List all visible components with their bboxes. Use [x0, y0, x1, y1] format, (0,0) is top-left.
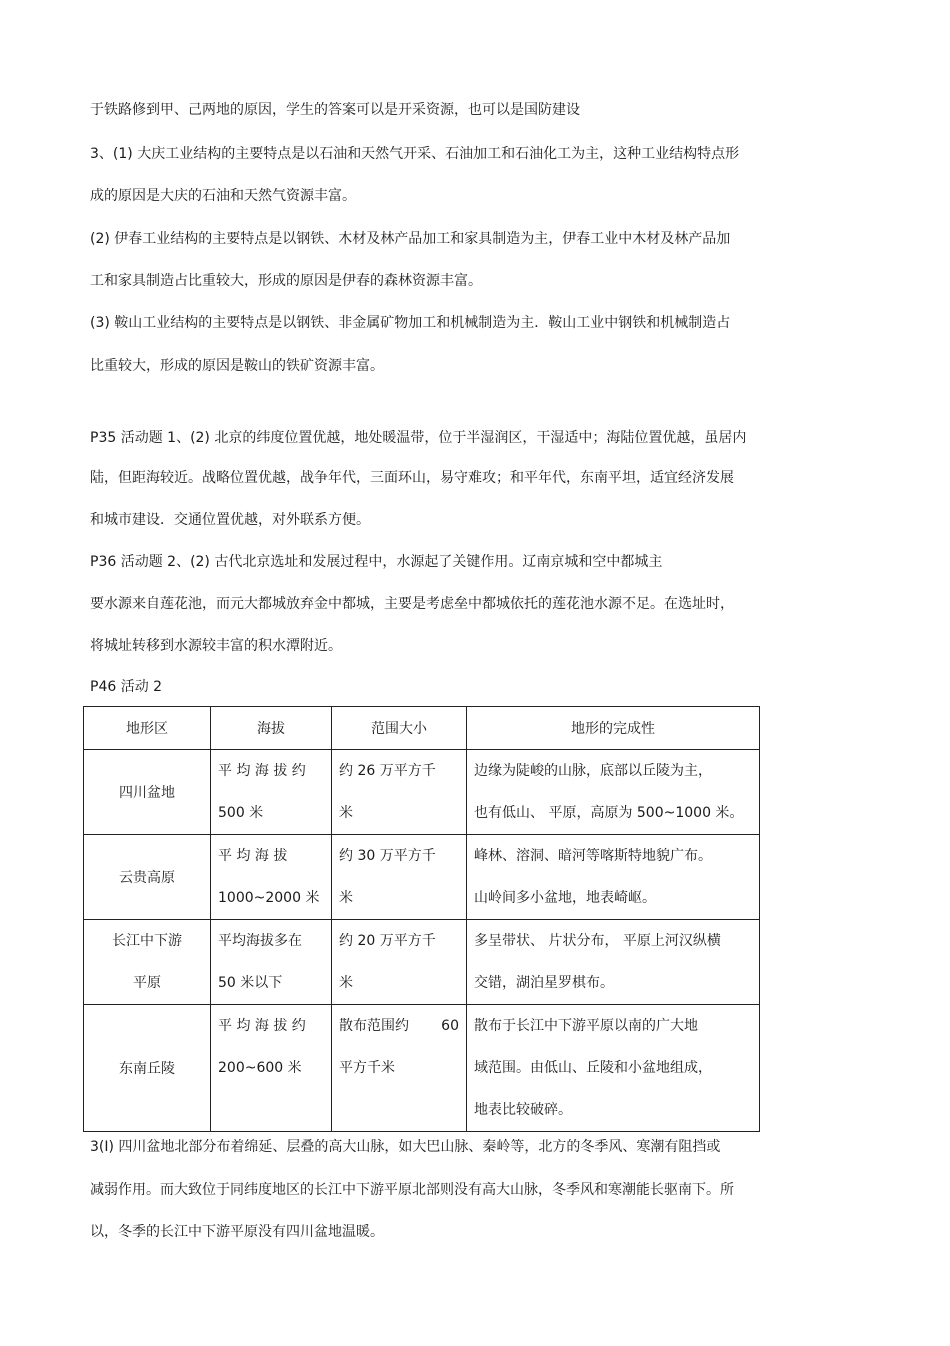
- text-line: 将城址转移到水源较丰富的积水潭附近。: [90, 638, 342, 654]
- altitude-cell: [211, 750, 332, 835]
- table-row: [84, 750, 760, 835]
- altitude-cell: [211, 835, 332, 920]
- cell-text: 200~600 米: [218, 1060, 302, 1076]
- cell-text: 交错，湖泊星罗棋布。: [474, 975, 614, 991]
- area-cell: [332, 1005, 467, 1132]
- cell-text: 米: [339, 805, 353, 821]
- text-line: 于铁路修到甲、己两地的原因，学生的答案可以是开采资源，也可以是国防建设: [90, 102, 580, 118]
- region-name: 东南丘陵: [119, 1061, 175, 1077]
- text-line: 和城市建设．交通位置优越，对外联系方便。: [90, 512, 370, 528]
- text-line: 要水源来自莲花池，而元大都城放弃金中都城，主要是考虑垒中都城依托的莲花池水源不足。在选址时，: [90, 596, 734, 612]
- cell-text: 平方千米: [339, 1060, 395, 1076]
- text-line: 成的原因是大庆的石油和天然气资源丰富。: [90, 188, 356, 204]
- area-cell: [332, 750, 467, 835]
- table-row: [84, 920, 760, 1005]
- text-line: 比重较大，形成的原因是鞍山的铁矿资源丰富。: [90, 358, 384, 374]
- region-cell: [84, 750, 211, 835]
- altitude-cell: [211, 920, 332, 1005]
- text-line: 减弱作用。而大致位于同纬度地区的长江中下游平原北部则没有高大山脉，冬季风和寒潮能长驱南下。所: [90, 1182, 734, 1198]
- altitude-cell: [211, 1005, 332, 1132]
- region-name: 云贵高原: [119, 870, 175, 886]
- area-cell: [332, 835, 467, 920]
- cell-text: 山岭间多小盆地，地表崎岖。: [474, 890, 656, 906]
- cell-text: 米: [339, 975, 353, 991]
- cell-text: 约 20 万平方千: [339, 933, 436, 949]
- area-cell: [332, 920, 467, 1005]
- area-value: 60: [441, 1018, 459, 1034]
- text-line: 陆，但距海较近。战略位置优越，战争年代，三面环山，易守难攻；和平年代，东南平坦，适宜经济发展: [90, 470, 734, 486]
- cell-text: 平均海拔多在: [218, 933, 302, 949]
- text-line: 工和家具制造占比重较大，形成的原因是伊春的森林资源丰富。: [90, 273, 482, 289]
- cell-text: 峰林、溶洞、暗河等喀斯特地貌广布。: [474, 848, 712, 864]
- table-row: [84, 835, 760, 920]
- completeness-cell: [467, 835, 760, 920]
- table-caption: P46 活动 2: [90, 679, 163, 695]
- text-line: (2) 伊春工业结构的主要特点是以钢铁、木材及林产品加工和家具制造为主，伊春工业中木材及林产品加: [90, 231, 731, 247]
- column-header: 地形区: [84, 707, 211, 750]
- terrain-table: [83, 706, 760, 1132]
- region-name: 四川盆地: [119, 785, 175, 801]
- completeness-cell: [467, 920, 760, 1005]
- cell-text: 平 均 海 拔 约: [218, 763, 306, 779]
- cell-text: 平 均 海 拔: [218, 848, 288, 864]
- region-cell: [84, 835, 211, 920]
- text-line: (3) 鞍山工业结构的主要特点是以钢铁、非金属矿物加工和机械制造为主．鞍山工业中钢铁和机械制造占: [90, 315, 731, 331]
- cell-text: 平 均 海 拔 约: [218, 1018, 306, 1034]
- cell-text: 也有低山、 平原，高原为 500~1000 米。: [474, 805, 744, 821]
- completeness-cell: [467, 750, 760, 835]
- region-cell: [84, 1005, 211, 1132]
- cell-text: [339, 1016, 459, 1036]
- cell-text: 1000~2000 米: [218, 890, 320, 906]
- column-header: 地形的完成性: [467, 707, 760, 750]
- area-label: 散布范围约: [339, 1018, 409, 1034]
- cell-text: 约 26 万平方千: [339, 763, 436, 779]
- text-line: P35 活动题 1、(2) 北京的纬度位置优越，地处暖温带，位于半湿润区，干湿适中；海陆位置优越，虽居内: [90, 430, 747, 446]
- cell-text: 多呈带状、 片状分布， 平原上河汉纵横: [474, 933, 721, 949]
- cell-text: 地表比较破碎。: [474, 1102, 572, 1118]
- region-cell: [84, 920, 211, 1005]
- region-name: 长江中下游: [112, 933, 182, 949]
- completeness-cell: [467, 1005, 760, 1132]
- cell-text: 500 米: [218, 805, 264, 821]
- cell-text: 米: [339, 890, 353, 906]
- cell-text: 散布于长江中下游平原以南的广大地: [474, 1018, 698, 1034]
- text-line: P36 活动题 2、(2) 古代北京选址和发展过程中，水源起了关键作用。辽南京城和空中都城主: [90, 554, 663, 570]
- text-line: 3(I) 四川盆地北部分布着绵延、层叠的高大山脉，如大巴山脉、秦岭等，北方的冬季风、寒潮有阻挡或: [90, 1139, 721, 1155]
- cell-text: 50 米以下: [218, 975, 283, 991]
- column-header: 范围大小: [332, 707, 467, 750]
- cell-text: 约 30 万平方千: [339, 848, 436, 864]
- column-header: 海拔: [211, 707, 332, 750]
- table-header-row: [84, 707, 760, 750]
- region-name: 平原: [133, 975, 161, 991]
- cell-text: 域范围。由低山、丘陵和小盆地组成，: [474, 1060, 712, 1076]
- table-row: [84, 1005, 760, 1132]
- cell-text: 边缘为陡峻的山脉，底部以丘陵为主，: [474, 763, 712, 779]
- text-line: 以，冬季的长江中下游平原没有四川盆地温暖。: [90, 1224, 384, 1240]
- text-line: 3、(1) 大庆工业结构的主要特点是以石油和天然气开采、石油加工和石油化工为主，这种工业结构特点形: [90, 146, 740, 162]
